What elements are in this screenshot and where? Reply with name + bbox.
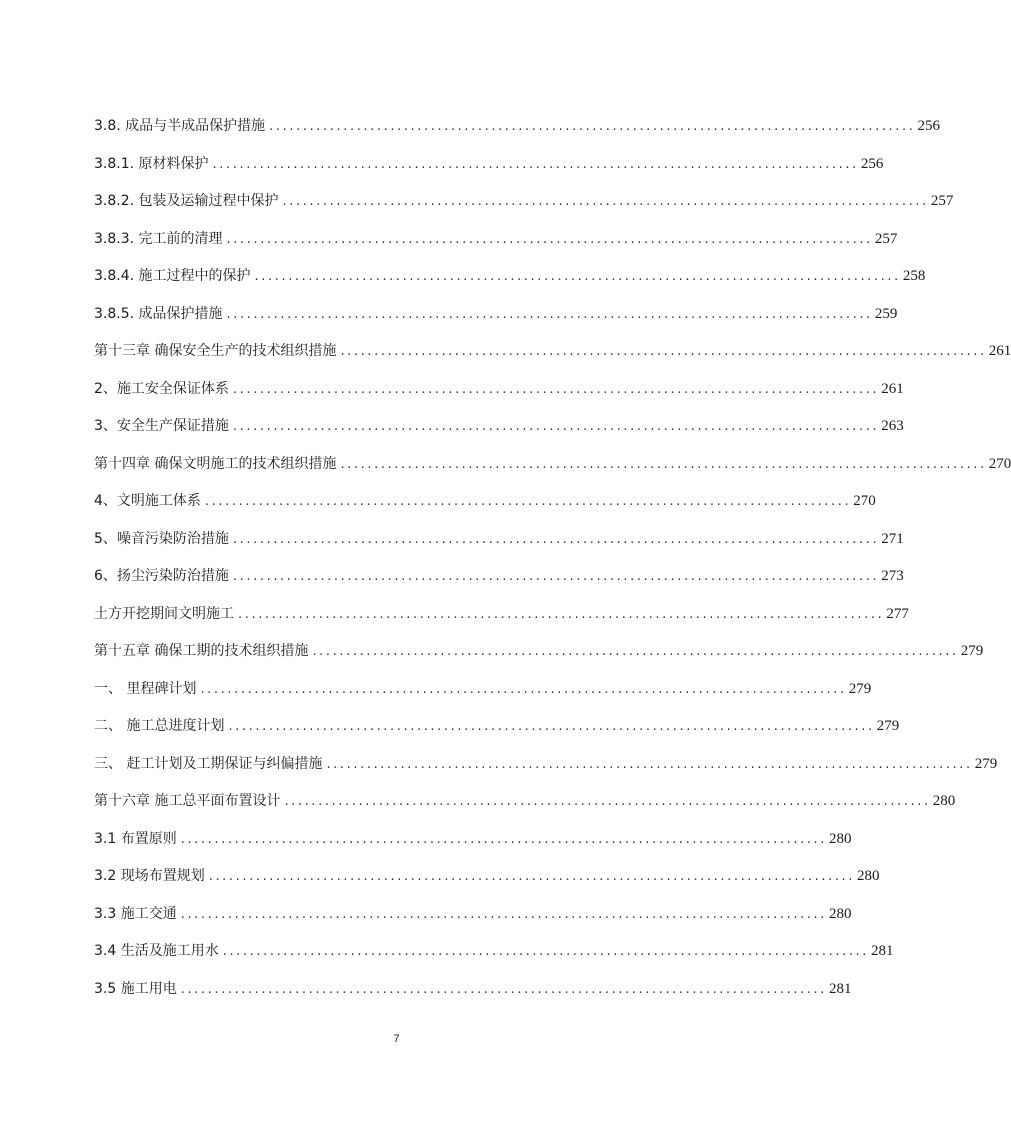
toc-entry-label: 3.3 施工交通 bbox=[94, 902, 181, 926]
toc-entry-label: 4、文明施工体系 bbox=[94, 489, 205, 513]
toc-entry-label: 3.2 现场布置规划 bbox=[94, 864, 209, 888]
toc-dot-leader: ................................................................................................ bbox=[232, 569, 880, 584]
toc-dot-leader: ................................................................................................ bbox=[212, 156, 859, 172]
toc-entry-label: 5、噪音污染防治措施 bbox=[94, 527, 233, 551]
toc-entry-page: 256 bbox=[917, 118, 940, 134]
toc-entry-label: 6、扬尘污染防治措施 bbox=[94, 564, 233, 588]
toc-entry-page: 279 bbox=[974, 755, 998, 772]
toc-entry-label: 3.8.2. 包装及运输过程中保护 bbox=[94, 189, 283, 213]
toc-entry-label: 3、安全生产保证措施 bbox=[94, 414, 233, 438]
toc-entry-label: 三、 赶工计划及工期保证与纠偏措施 bbox=[94, 752, 326, 776]
toc-entry[interactable] bbox=[94, 789, 956, 827]
toc-entry-page: 279 bbox=[876, 718, 900, 734]
toc-entry[interactable] bbox=[94, 227, 898, 265]
toc-entry[interactable] bbox=[94, 864, 880, 902]
toc-entry-page: 280 bbox=[857, 868, 880, 884]
toc-dot-leader: ................................................................................................ bbox=[200, 681, 847, 697]
toc-entry-page: 280 bbox=[932, 793, 956, 809]
toc-entry[interactable] bbox=[94, 527, 904, 565]
toc-dot-leader: ................................................................................................ bbox=[254, 269, 901, 284]
toc-entry[interactable] bbox=[94, 414, 904, 452]
toc-entry[interactable] bbox=[94, 939, 894, 977]
toc-entry-page: 279 bbox=[960, 643, 984, 659]
toc-entry[interactable] bbox=[94, 452, 1011, 490]
toc-dot-leader: ................................................................................................ bbox=[238, 606, 885, 622]
toc-entry-label: 第十五章 确保工期的技术组织措施 bbox=[94, 639, 312, 663]
toc-entry-label: 2、施工安全保证体系 bbox=[94, 377, 233, 401]
toc-dot-leader: ................................................................................................ bbox=[222, 944, 870, 959]
toc-entry-page: 257 bbox=[874, 230, 898, 247]
toc-dot-leader: ................................................................................................ bbox=[180, 981, 828, 997]
toc-dot-leader: ................................................................................................ bbox=[180, 831, 828, 847]
toc-dot-leader: ................................................................................................ bbox=[232, 531, 880, 547]
toc-entry-page: 271 bbox=[881, 530, 904, 547]
toc-entry[interactable] bbox=[94, 564, 904, 602]
toc-entry-page: 261 bbox=[988, 343, 1011, 359]
toc-entry-page: 279 bbox=[848, 680, 872, 697]
toc-dot-leader: ................................................................................................ bbox=[232, 419, 880, 434]
toc-entry[interactable] bbox=[94, 264, 926, 302]
toc-entry-page: 256 bbox=[860, 155, 884, 172]
toc-entry[interactable] bbox=[94, 977, 852, 1015]
toc-entry-label: 3.8.1. 原材料保护 bbox=[94, 152, 213, 176]
toc-entry-page: 273 bbox=[881, 568, 904, 584]
toc-dot-leader: ................................................................................................ bbox=[282, 194, 929, 209]
toc-dot-leader: ................................................................................................ bbox=[208, 869, 856, 884]
toc-entry-label: 一、 里程碑计划 bbox=[94, 677, 200, 701]
toc-entry[interactable] bbox=[94, 602, 909, 640]
toc-entry[interactable] bbox=[94, 114, 940, 152]
toc-entry-label: 3.8.3. 完工前的清理 bbox=[94, 227, 227, 251]
toc-dot-leader: ................................................................................................ bbox=[340, 456, 987, 472]
toc-entry-label: 3.1 布置原则 bbox=[94, 827, 181, 851]
toc-entry-page: 280 bbox=[829, 905, 852, 922]
toc-entry-label: 第十四章 确保文明施工的技术组织措施 bbox=[94, 452, 340, 476]
toc-dot-leader: ................................................................................................ bbox=[180, 906, 828, 922]
toc-entry-label: 3.8.4. 施工过程中的保护 bbox=[94, 264, 255, 288]
toc-dot-leader: ................................................................................................ bbox=[204, 494, 852, 509]
toc-entry[interactable] bbox=[94, 752, 998, 790]
toc-entry[interactable] bbox=[94, 189, 954, 227]
toc-dot-leader: ................................................................................................ bbox=[232, 381, 880, 397]
toc-entry-page: 259 bbox=[874, 305, 898, 322]
page-number: 7 bbox=[393, 1033, 400, 1045]
toc-entry-page: 281 bbox=[829, 980, 852, 997]
toc-entry-label: 二、 施工总进度计划 bbox=[94, 714, 228, 738]
toc-entry-page: 270 bbox=[853, 493, 876, 509]
toc-entry[interactable] bbox=[94, 302, 898, 340]
toc-entry[interactable] bbox=[94, 489, 876, 527]
toc-entry-page: 280 bbox=[829, 830, 852, 847]
toc-entry-label: 第十三章 确保安全生产的技术组织措施 bbox=[94, 339, 340, 363]
toc-dot-leader: ................................................................................................ bbox=[269, 119, 916, 134]
toc-dot-leader: ................................................................................................ bbox=[326, 756, 973, 772]
toc-entry-page: 258 bbox=[902, 268, 926, 284]
toc-entry-page: 263 bbox=[881, 418, 904, 434]
toc-entry-page: 270 bbox=[988, 455, 1011, 472]
toc-entry-page: 277 bbox=[886, 605, 909, 622]
toc-entry[interactable] bbox=[94, 902, 852, 940]
toc-dot-leader: ................................................................................................ bbox=[284, 794, 931, 809]
toc-entry-label: 3.8. 成品与半成品保护措施 bbox=[94, 114, 269, 138]
toc-entry-page: 257 bbox=[930, 193, 954, 209]
toc-entry[interactable] bbox=[94, 339, 1011, 377]
toc-dot-leader: ................................................................................................ bbox=[226, 306, 873, 322]
toc-entry[interactable] bbox=[94, 377, 904, 415]
toc-entry[interactable] bbox=[94, 827, 852, 865]
toc-entry-label: 3.4 生活及施工用水 bbox=[94, 939, 223, 963]
toc-dot-leader: ................................................................................................ bbox=[340, 344, 987, 359]
toc-entry[interactable] bbox=[94, 714, 900, 752]
toc-entry-label: 3.5 施工用电 bbox=[94, 977, 181, 1001]
table-of-contents bbox=[94, 114, 1011, 1014]
toc-entry-label: 第十六章 施工总平面布置设计 bbox=[94, 789, 284, 813]
toc-dot-leader: ................................................................................................ bbox=[226, 231, 873, 247]
toc-dot-leader: ................................................................................................ bbox=[228, 719, 875, 734]
toc-entry-page: 261 bbox=[881, 380, 904, 397]
toc-entry-label: 3.8.5. 成品保护措施 bbox=[94, 302, 227, 326]
toc-entry-label: 土方开挖期间文明施工 bbox=[94, 602, 238, 626]
toc-entry-page: 281 bbox=[871, 943, 894, 959]
toc-entry[interactable] bbox=[94, 639, 984, 677]
toc-entry[interactable] bbox=[94, 152, 884, 190]
toc-entry[interactable] bbox=[94, 677, 872, 715]
toc-dot-leader: ................................................................................................ bbox=[312, 644, 959, 659]
